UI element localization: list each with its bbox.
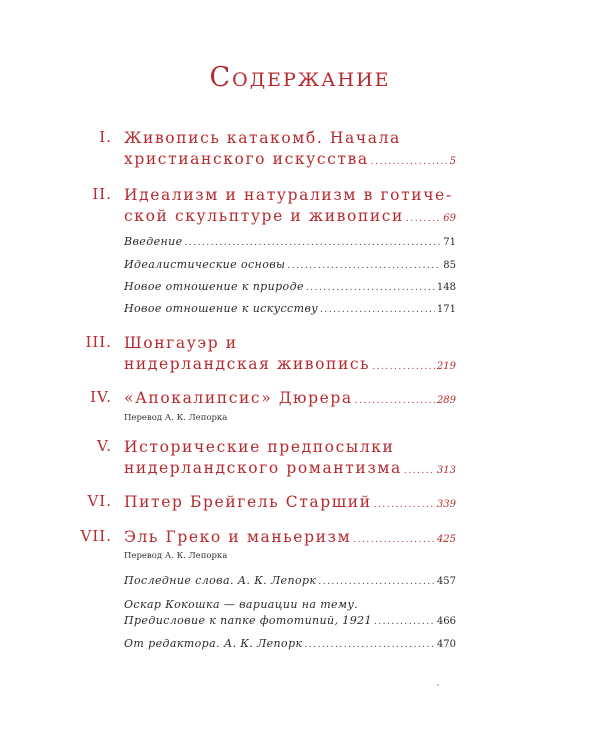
appendix-title: Оскар Кокошка — вариации на тему. [124, 598, 359, 611]
chapter-number: III. [85, 333, 112, 351]
toc-section[interactable] [124, 258, 456, 274]
chapter-title-line: нидерландская живопись [124, 355, 371, 373]
page-number: 470 [436, 639, 456, 650]
chapter-title-line: ской скульптуре и живописи [124, 207, 404, 225]
translator-note: Перевод А. К. Лепорка [124, 551, 228, 561]
section-title: Новое отношение к природе [124, 280, 304, 293]
chapter-title-line: Идеализм и натурализм в готиче- [124, 186, 453, 204]
chapter-number: I. [99, 128, 112, 146]
appendix-title: Предисловие к папке фототипий, 1921 [124, 614, 372, 627]
chapter-number: IV. [90, 388, 112, 406]
page-number: 71 [443, 237, 456, 248]
page-number: 339 [436, 499, 456, 510]
chapter-number: VI. [87, 492, 112, 510]
toc-appendix-item[interactable] [124, 574, 456, 590]
toc-section[interactable] [124, 280, 456, 296]
toc-appendix-item[interactable] [124, 637, 456, 653]
page-number: 466 [436, 616, 456, 627]
chapter-number: V. [97, 437, 112, 455]
page-number: 69 [443, 213, 456, 224]
toc-section[interactable] [124, 235, 456, 251]
chapter-title-line: «Апокалипсис» Дюрера [124, 389, 353, 407]
section-title: Новое отношение к искусству [124, 302, 319, 315]
page-number: 5 [449, 156, 456, 167]
page-number: 289 [436, 395, 456, 406]
appendix-title: От редактора. А. К. Лепорк [124, 637, 303, 650]
chapter-title-line: Эль Греко и маньеризм [124, 528, 352, 546]
translator-note: Перевод А. К. Лепорка [124, 413, 228, 423]
section-title: Идеалистические основы [124, 258, 286, 271]
page-speck [437, 684, 439, 686]
page-number: 313 [436, 465, 456, 476]
page-title: Содержание [209, 62, 391, 93]
toc-appendix-item[interactable] [124, 598, 456, 630]
page-number: 171 [436, 304, 456, 315]
page-number: 85 [443, 260, 456, 271]
chapter-title-line: Исторические предпосылки [124, 438, 395, 456]
page-number: 425 [436, 534, 456, 545]
chapter-title-line: Живопись катакомб. Начала [124, 129, 401, 147]
chapter-title-line: христианского искусства [124, 150, 369, 168]
chapter-number: II. [92, 185, 112, 203]
section-title: Введение [124, 235, 183, 248]
page-number: 219 [436, 361, 456, 372]
appendix-title: Последние слова. А. К. Лепорк [124, 574, 317, 587]
chapter-title-line: Питер Брейгель Старший [124, 493, 372, 511]
chapter-title-line: нидерландского романтизма [124, 459, 402, 477]
page-number: 457 [436, 576, 456, 587]
toc-section[interactable] [124, 302, 456, 318]
page-number: 148 [436, 282, 456, 293]
chapter-number: VII. [80, 527, 112, 545]
chapter-title-line: Шонгауэр и [124, 334, 238, 352]
